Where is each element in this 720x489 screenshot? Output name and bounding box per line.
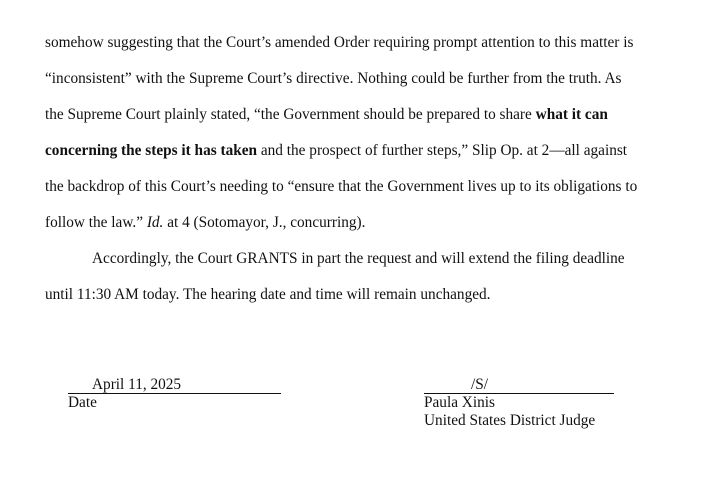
paragraph-1-line-3 bbox=[45, 106, 608, 124]
judge-name: Paula Xinis bbox=[424, 394, 495, 411]
paragraph-1-line-2 bbox=[45, 70, 622, 88]
paragraph-1-line-5 bbox=[45, 178, 637, 196]
paragraph-1-line-1 bbox=[45, 34, 633, 52]
date-block bbox=[68, 375, 281, 412]
paragraph-1-line-4 bbox=[45, 142, 627, 160]
text-segment: until 11:30 AM today. The hearing date and time will remain unchanged. bbox=[45, 286, 491, 303]
judge-signature-block bbox=[424, 375, 614, 430]
judge-signature-line bbox=[424, 375, 614, 394]
date-label: Date bbox=[68, 394, 97, 411]
text-segment: at 4 (Sotomayor, J., concurring). bbox=[163, 214, 366, 231]
text-segment: the backdrop of this Court’s needing to “ensure that the Government lives up to its obligations to bbox=[45, 178, 638, 195]
date-value: April 11, 2025 bbox=[92, 376, 182, 393]
paragraph-2-line-1 bbox=[92, 250, 625, 268]
date-signature-line bbox=[68, 375, 281, 394]
citation-italic: Id. bbox=[146, 214, 164, 231]
text-segment: “inconsistent” with the Supreme Court’s directive. Nothing could be further from the truth. As bbox=[45, 70, 622, 87]
bold-emphasis: what it can bbox=[535, 106, 608, 123]
text-segment: and the prospect of further steps,” Slip Op. at 2—all against bbox=[257, 142, 628, 159]
text-segment: follow the law.” bbox=[45, 214, 147, 231]
bold-emphasis: concerning the steps it has taken bbox=[45, 142, 258, 159]
judge-title: United States District Judge bbox=[424, 412, 596, 429]
signature-mark: /S/ bbox=[471, 376, 489, 393]
text-segment: somehow suggesting that the Court’s amended Order requiring prompt attention to this matter is bbox=[45, 34, 634, 51]
paragraph-1-line-6 bbox=[45, 214, 365, 232]
text-segment: Accordingly, the Court GRANTS in part the request and will extend the filing deadline bbox=[92, 250, 625, 267]
paragraph-2-line-2 bbox=[45, 286, 490, 304]
text-segment: the Supreme Court plainly stated, “the Government should be prepared to share bbox=[45, 106, 536, 123]
